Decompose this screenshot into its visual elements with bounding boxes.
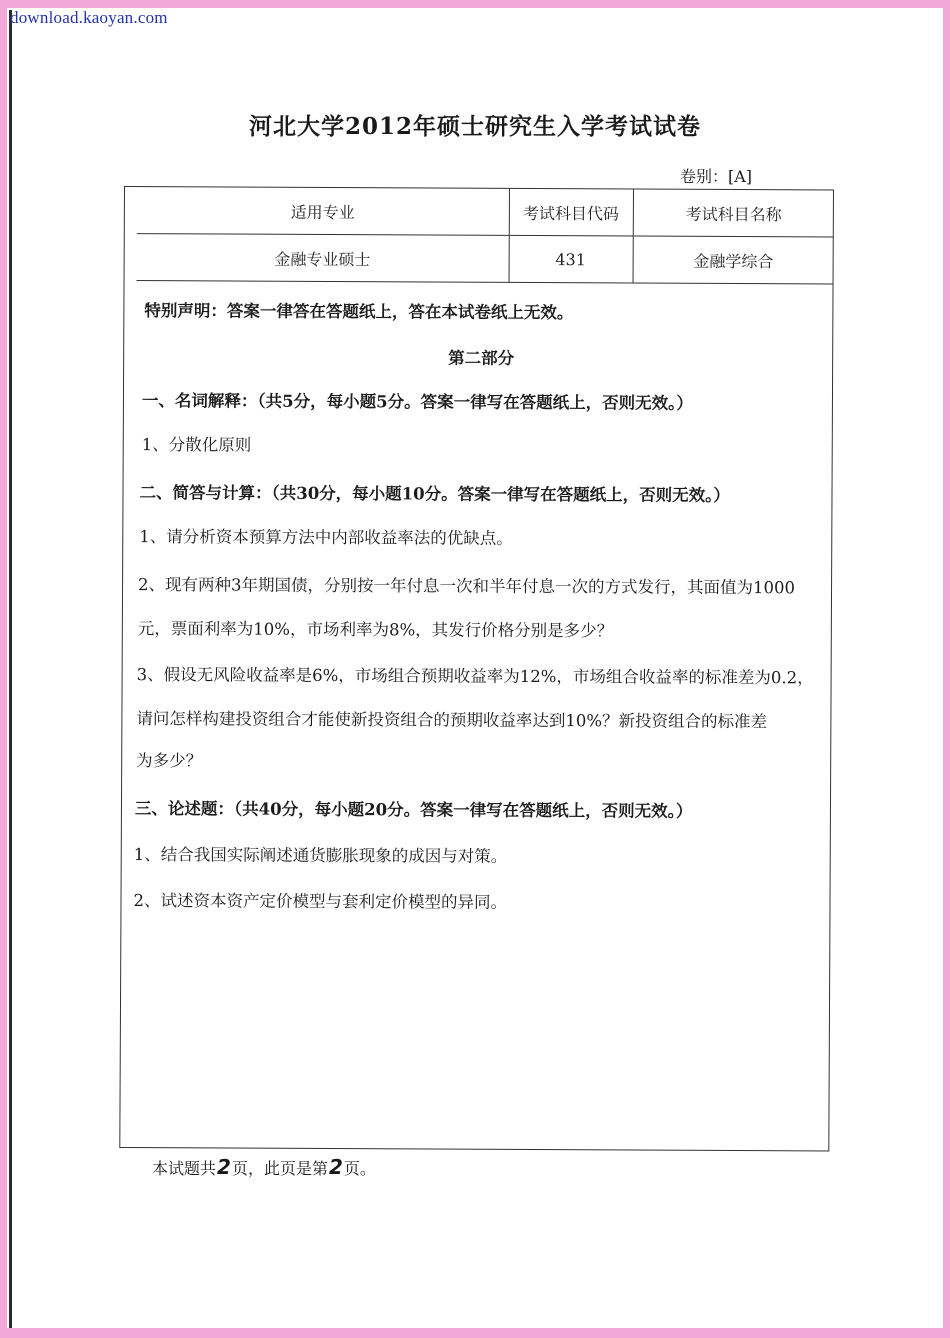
section-2-heading: 二、简答与计算：（共30分，每小题10分。答案一律写在答题纸上，否则无效。） (139, 483, 730, 505)
footer-current-page: 2 (328, 1155, 343, 1179)
scan-edge-shadow (9, 10, 12, 1328)
page-footer (152, 1155, 376, 1179)
section-2-question-3-line-2: 请问怎样构建投资组合才能使新投资组合的预期收益率达到10%？新投资组合的标准差 (136, 709, 768, 732)
cell-major: 金融专业硕士 (137, 234, 509, 283)
section-3-question-1: 1、结合我国实际阐述通货膨胀现象的成因与对策。 (133, 845, 508, 866)
header-subject-code: 考试科目代码 (509, 189, 633, 236)
table-header-row (137, 187, 834, 237)
special-notice: 特别声明：答案一律答在答题纸上，答在本试卷纸上无效。 (144, 301, 574, 323)
paper-type-label: 卷别：[A] (680, 167, 753, 186)
exam-frame (119, 186, 834, 1151)
page-title: 河北大学2012年硕士研究生入学考试试卷 (248, 113, 701, 140)
footer-suffix: 页。 (343, 1159, 376, 1178)
section-2-question-3-line-1: 3、假设无风险收益率是6%，市场组合预期收益率为12%，市场组合收益率的标准差为0.2， (136, 665, 814, 688)
section-2-question-2-line-2: 元，票面利率为10%，市场利率为8%，其发行价格分别是多少？ (137, 619, 614, 641)
footer-middle: 页，此页是第 (231, 1159, 328, 1178)
section-3-question-2: 2、试述资本资产定价模型与套利定价模型的异同。 (133, 891, 508, 912)
part-title: 第二部分 (448, 348, 515, 368)
section-2-question-2-line-1: 2、现有两种3年期国债，分别按一年付息一次和半年付息一次的方式发行，其面值为1000 (138, 575, 796, 598)
cell-subject-name: 金融学综合 (633, 236, 834, 284)
cell-subject-code: 431 (509, 235, 633, 283)
exam-info-table (137, 187, 834, 284)
watermark: download.kaoyan.com (10, 8, 168, 27)
section-1-heading: 一、名词解释：（共5分，每小题5分。答案一律写在答题纸上，否则无效。） (141, 391, 693, 413)
section-1-question-1: 1、分散化原则 (141, 435, 252, 455)
section-3-heading: 三、论述题：（共40分，每小题20分。答案一律写在答题纸上，否则无效。） (134, 799, 693, 821)
footer-prefix: 本试题共 (152, 1159, 217, 1178)
table-row (137, 234, 834, 284)
section-2-question-3-line-3: 为多少？ (136, 751, 203, 771)
section-2-question-1: 1、请分析资本预算方法中内部收益率法的优缺点。 (139, 527, 513, 548)
header-subject-name: 考试科目名称 (633, 189, 834, 236)
header-major: 适用专业 (137, 187, 509, 235)
footer-total-pages: 2 (217, 1155, 231, 1179)
